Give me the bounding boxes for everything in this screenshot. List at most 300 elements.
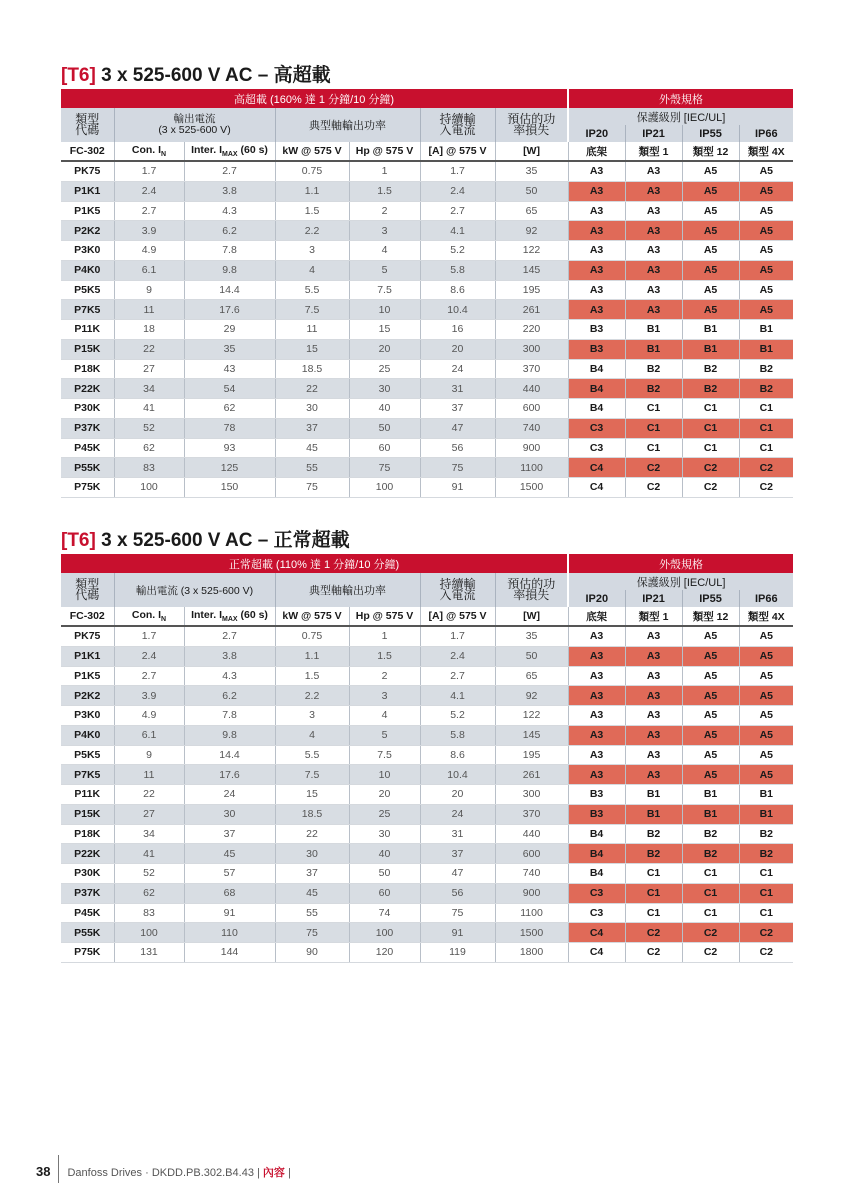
label-chassis: 底架	[568, 607, 625, 626]
cell-kw: 3	[275, 241, 349, 261]
cell-type-code: P1K5	[61, 666, 114, 686]
cell-type1: C1	[625, 438, 682, 458]
table-row	[61, 745, 793, 765]
protection-header: 保護級別 [IEC/UL]	[568, 573, 793, 590]
cell-type4x: A5	[739, 221, 793, 241]
cell-type-code: P3K0	[61, 241, 114, 261]
cell-type4x: A5	[739, 161, 793, 181]
cell-chassis: B4	[568, 379, 625, 399]
cell-type4x: C1	[739, 399, 793, 419]
cell-input-amps: 2.7	[420, 666, 495, 686]
cell-type-code: P22K	[61, 379, 114, 399]
cell-type12: C2	[682, 478, 739, 498]
cell-chassis: B3	[568, 785, 625, 805]
cell-power-loss: 92	[495, 686, 568, 706]
cell-type4x: B1	[739, 785, 793, 805]
cell-hp: 1.5	[349, 646, 420, 666]
cell-kw: 22	[275, 379, 349, 399]
cell-hp: 60	[349, 438, 420, 458]
cell-input-amps: 5.8	[420, 725, 495, 745]
label-inter-imax: Inter. $I_{MAX}$ (60 s)	[184, 607, 275, 626]
cell-type-code: P22K	[61, 844, 114, 864]
cell-power-loss: 195	[495, 745, 568, 765]
label-hp: Hp @ 575 V	[349, 142, 420, 161]
cell-type4x: B1	[739, 339, 793, 359]
contents-link[interactable]: 內容	[262, 1166, 285, 1179]
cell-power-loss: 35	[495, 161, 568, 181]
cell-type4x: C1	[739, 418, 793, 438]
cell-con-in: 27	[114, 804, 184, 824]
table-row	[61, 280, 793, 300]
table-row	[61, 686, 793, 706]
cell-type-code: P18K	[61, 359, 114, 379]
cell-chassis: A3	[568, 300, 625, 320]
cell-type12: A5	[682, 241, 739, 261]
cell-type4x: A5	[739, 260, 793, 280]
cell-inter-imax: 17.6	[184, 300, 275, 320]
cell-power-loss: 1100	[495, 903, 568, 923]
title-code: [T6]	[61, 65, 96, 86]
cell-type1: A3	[625, 686, 682, 706]
table-row	[61, 399, 793, 419]
cell-con-in: 11	[114, 300, 184, 320]
cell-type1: A3	[625, 241, 682, 261]
label-inter-imax: Inter. $I_{MAX}$ (60 s)	[184, 142, 275, 161]
cell-input-amps: 47	[420, 864, 495, 884]
table-row	[61, 161, 793, 181]
cell-type4x: A5	[739, 201, 793, 221]
cell-type-code: P4K0	[61, 260, 114, 280]
table-row	[61, 765, 793, 785]
cell-type-code: PK75	[61, 161, 114, 181]
cell-type-code: P15K	[61, 804, 114, 824]
cell-type12: B1	[682, 339, 739, 359]
table-row	[61, 725, 793, 745]
table-row	[61, 260, 793, 280]
cell-inter-imax: 110	[184, 923, 275, 943]
cell-con-in: 18	[114, 320, 184, 340]
cell-inter-imax: 30	[184, 804, 275, 824]
cell-hp: 1.5	[349, 181, 420, 201]
cell-inter-imax: 29	[184, 320, 275, 340]
ip20-label: IP20	[568, 590, 625, 607]
cell-hp: 3	[349, 686, 420, 706]
table-row	[61, 864, 793, 884]
table-row	[61, 201, 793, 221]
cell-con-in: 9	[114, 280, 184, 300]
enclosure-header: 外殼規格	[568, 89, 793, 108]
footer-tail: |	[284, 1166, 291, 1179]
cell-type1: C2	[625, 478, 682, 498]
cell-chassis: A3	[568, 745, 625, 765]
cell-type-code: P15K	[61, 339, 114, 359]
high-overload-rows	[61, 161, 793, 497]
cell-input-amps: 24	[420, 804, 495, 824]
cell-con-in: 4.9	[114, 706, 184, 726]
cell-hp: 40	[349, 399, 420, 419]
cell-kw: 2.2	[275, 221, 349, 241]
cell-type4x: C1	[739, 883, 793, 903]
col-power-loss: 預估的功 率損失	[495, 108, 568, 142]
cell-type-code: PK75	[61, 626, 114, 646]
cell-input-amps: 10.4	[420, 765, 495, 785]
cell-con-in: 4.9	[114, 241, 184, 261]
cell-type4x: B2	[739, 359, 793, 379]
col-power-loss: 預估的功 率損失	[495, 573, 568, 607]
cell-power-loss: 900	[495, 438, 568, 458]
cell-type1: A3	[625, 725, 682, 745]
cell-power-loss: 50	[495, 181, 568, 201]
label-type1: 類型 1	[625, 142, 682, 161]
cell-input-amps: 2.4	[420, 181, 495, 201]
page-number: 38	[36, 1163, 51, 1179]
cell-type4x: A5	[739, 626, 793, 646]
cell-type1: A3	[625, 161, 682, 181]
cell-kw: 15	[275, 339, 349, 359]
cell-kw: 30	[275, 844, 349, 864]
cell-type1: A3	[625, 201, 682, 221]
label-kw: kW @ 575 V	[275, 607, 349, 626]
cell-type12: A5	[682, 686, 739, 706]
cell-power-loss: 65	[495, 666, 568, 686]
cell-con-in: 1.7	[114, 626, 184, 646]
cell-type-code: P1K5	[61, 201, 114, 221]
cell-type1: A3	[625, 300, 682, 320]
cell-type12: A5	[682, 181, 739, 201]
cell-type4x: A5	[739, 765, 793, 785]
cell-power-loss: 220	[495, 320, 568, 340]
label-type4x: 類型 4X	[739, 607, 793, 626]
cell-type-code: P30K	[61, 864, 114, 884]
cell-input-amps: 10.4	[420, 300, 495, 320]
cell-chassis: B3	[568, 339, 625, 359]
cell-input-amps: 119	[420, 943, 495, 963]
cell-kw: 7.5	[275, 300, 349, 320]
group-header: 高超載 (160% 達 1 分鐘/10 分鐘)	[61, 89, 568, 108]
cell-kw: 1.1	[275, 646, 349, 666]
cell-con-in: 2.7	[114, 201, 184, 221]
cell-con-in: 2.4	[114, 181, 184, 201]
normal-overload-table	[61, 554, 793, 963]
cell-input-amps: 91	[420, 478, 495, 498]
cell-type12: C1	[682, 883, 739, 903]
cell-inter-imax: 6.2	[184, 221, 275, 241]
cell-con-in: 34	[114, 824, 184, 844]
cell-type4x: B2	[739, 824, 793, 844]
cell-type12: A5	[682, 260, 739, 280]
cell-con-in: 41	[114, 399, 184, 419]
cell-input-amps: 1.7	[420, 626, 495, 646]
cell-input-amps: 47	[420, 418, 495, 438]
cell-type-code: P5K5	[61, 745, 114, 765]
high-overload-table	[61, 89, 793, 498]
cell-chassis: C3	[568, 418, 625, 438]
cell-hp: 15	[349, 320, 420, 340]
cell-con-in: 22	[114, 785, 184, 805]
cell-inter-imax: 43	[184, 359, 275, 379]
cell-chassis: C4	[568, 923, 625, 943]
cell-input-amps: 56	[420, 438, 495, 458]
cell-chassis: B4	[568, 399, 625, 419]
cell-input-amps: 24	[420, 359, 495, 379]
cell-type-code: P30K	[61, 399, 114, 419]
cell-kw: 0.75	[275, 626, 349, 646]
cell-type-code: P4K0	[61, 725, 114, 745]
cell-power-loss: 740	[495, 418, 568, 438]
cell-hp: 5	[349, 725, 420, 745]
cell-hp: 40	[349, 844, 420, 864]
cell-input-amps: 31	[420, 379, 495, 399]
label-amps: [A] @ 575 V	[420, 142, 495, 161]
cell-con-in: 11	[114, 765, 184, 785]
cell-input-amps: 2.4	[420, 646, 495, 666]
cell-hp: 50	[349, 864, 420, 884]
cell-chassis: A3	[568, 686, 625, 706]
cell-power-loss: 92	[495, 221, 568, 241]
col-output-current: 輸出電流 (3 x 525-600 V)	[114, 573, 275, 607]
cell-type12: B2	[682, 844, 739, 864]
cell-con-in: 100	[114, 478, 184, 498]
cell-type12: C2	[682, 943, 739, 963]
cell-input-amps: 20	[420, 785, 495, 805]
cell-type12: B1	[682, 804, 739, 824]
cell-inter-imax: 7.8	[184, 706, 275, 726]
cell-type1: B2	[625, 359, 682, 379]
cell-hp: 1	[349, 626, 420, 646]
cell-hp: 75	[349, 458, 420, 478]
label-con-in: Con. $I_N$	[114, 607, 184, 626]
cell-type1: C1	[625, 903, 682, 923]
cell-type4x: A5	[739, 686, 793, 706]
cell-chassis: A3	[568, 260, 625, 280]
cell-type1: A3	[625, 706, 682, 726]
cell-kw: 37	[275, 864, 349, 884]
cell-inter-imax: 93	[184, 438, 275, 458]
table-row	[61, 804, 793, 824]
cell-power-loss: 1100	[495, 458, 568, 478]
cell-type4x: A5	[739, 280, 793, 300]
ip55-label: IP55	[682, 125, 739, 142]
cell-type1: C1	[625, 418, 682, 438]
cell-kw: 55	[275, 458, 349, 478]
cell-type1: A3	[625, 646, 682, 666]
cell-type1: C2	[625, 923, 682, 943]
label-con-in: Con. $I_N$	[114, 142, 184, 161]
cell-type4x: A5	[739, 745, 793, 765]
cell-type4x: A5	[739, 181, 793, 201]
cell-hp: 20	[349, 339, 420, 359]
col-type-code: 類型 代碼	[61, 108, 114, 142]
cell-type12: A5	[682, 725, 739, 745]
cell-type12: C2	[682, 923, 739, 943]
cell-hp: 60	[349, 883, 420, 903]
cell-type12: C1	[682, 399, 739, 419]
cell-power-loss: 65	[495, 201, 568, 221]
table-row	[61, 706, 793, 726]
cell-kw: 55	[275, 903, 349, 923]
cell-hp: 2	[349, 201, 420, 221]
col-shaft-power: 典型軸輸出功率	[275, 573, 420, 607]
cell-power-loss: 1500	[495, 923, 568, 943]
table-row	[61, 438, 793, 458]
cell-hp: 5	[349, 260, 420, 280]
cell-type1: B2	[625, 824, 682, 844]
cell-con-in: 1.7	[114, 161, 184, 181]
cell-input-amps: 37	[420, 399, 495, 419]
cell-type12: A5	[682, 706, 739, 726]
cell-hp: 100	[349, 923, 420, 943]
cell-type4x: B2	[739, 379, 793, 399]
table-row	[61, 626, 793, 646]
cell-inter-imax: 54	[184, 379, 275, 399]
cell-hp: 10	[349, 765, 420, 785]
cell-power-loss: 1800	[495, 943, 568, 963]
cell-chassis: C4	[568, 943, 625, 963]
cell-con-in: 2.4	[114, 646, 184, 666]
cell-input-amps: 16	[420, 320, 495, 340]
cell-inter-imax: 57	[184, 864, 275, 884]
cell-power-loss: 600	[495, 399, 568, 419]
cell-type12: B2	[682, 824, 739, 844]
cell-inter-imax: 14.4	[184, 745, 275, 765]
cell-hp: 10	[349, 300, 420, 320]
cell-inter-imax: 37	[184, 824, 275, 844]
cell-hp: 4	[349, 706, 420, 726]
cell-inter-imax: 3.8	[184, 646, 275, 666]
cell-inter-imax: 68	[184, 883, 275, 903]
cell-type12: B2	[682, 379, 739, 399]
cell-type1: A3	[625, 666, 682, 686]
cell-con-in: 3.9	[114, 686, 184, 706]
cell-chassis: B4	[568, 359, 625, 379]
cell-chassis: B4	[568, 824, 625, 844]
ip66-label: IP66	[739, 125, 793, 142]
cell-type12: B2	[682, 359, 739, 379]
col-output-current: 輸出電流 (3 x 525-600 V)	[114, 108, 275, 142]
cell-hp: 30	[349, 824, 420, 844]
cell-chassis: C3	[568, 903, 625, 923]
cell-chassis: B4	[568, 864, 625, 884]
cell-con-in: 6.1	[114, 260, 184, 280]
cell-type12: A5	[682, 161, 739, 181]
ip55-label: IP55	[682, 590, 739, 607]
cell-type-code: P2K2	[61, 686, 114, 706]
cell-type12: B1	[682, 785, 739, 805]
cell-power-loss: 50	[495, 646, 568, 666]
cell-con-in: 9	[114, 745, 184, 765]
cell-hp: 1	[349, 161, 420, 181]
cell-inter-imax: 4.3	[184, 666, 275, 686]
cell-inter-imax: 4.3	[184, 201, 275, 221]
ip66-label: IP66	[739, 590, 793, 607]
cell-kw: 1.5	[275, 666, 349, 686]
cell-type12: C2	[682, 458, 739, 478]
cell-type-code: P7K5	[61, 765, 114, 785]
label-type4x: 類型 4X	[739, 142, 793, 161]
cell-type4x: C2	[739, 923, 793, 943]
cell-hp: 20	[349, 785, 420, 805]
cell-type12: A5	[682, 765, 739, 785]
cell-con-in: 3.9	[114, 221, 184, 241]
cell-inter-imax: 150	[184, 478, 275, 498]
cell-type-code: P75K	[61, 478, 114, 498]
cell-type-code: P75K	[61, 943, 114, 963]
cell-type1: A3	[625, 626, 682, 646]
cell-inter-imax: 144	[184, 943, 275, 963]
cell-type1: B2	[625, 379, 682, 399]
cell-input-amps: 5.8	[420, 260, 495, 280]
label-amps: [A] @ 575 V	[420, 607, 495, 626]
cell-inter-imax: 78	[184, 418, 275, 438]
normal-overload-rows	[61, 626, 793, 962]
cell-inter-imax: 17.6	[184, 765, 275, 785]
ip20-label: IP20	[568, 125, 625, 142]
cell-input-amps: 5.2	[420, 241, 495, 261]
cell-power-loss: 300	[495, 785, 568, 805]
label-type12: 類型 12	[682, 142, 739, 161]
cell-con-in: 22	[114, 339, 184, 359]
cell-kw: 1.5	[275, 201, 349, 221]
cell-inter-imax: 24	[184, 785, 275, 805]
title-code: [T6]	[61, 530, 96, 551]
cell-type-code: P1K1	[61, 646, 114, 666]
cell-type12: B1	[682, 320, 739, 340]
table-row	[61, 359, 793, 379]
cell-type-code: P55K	[61, 923, 114, 943]
cell-con-in: 100	[114, 923, 184, 943]
cell-kw: 7.5	[275, 765, 349, 785]
table-row	[61, 883, 793, 903]
cell-chassis: A3	[568, 201, 625, 221]
cell-inter-imax: 3.8	[184, 181, 275, 201]
cell-type-code: P11K	[61, 320, 114, 340]
table-row	[61, 646, 793, 666]
cell-type1: A3	[625, 221, 682, 241]
cell-input-amps: 75	[420, 458, 495, 478]
cell-type4x: B1	[739, 804, 793, 824]
cell-kw: 37	[275, 418, 349, 438]
group-header: 正常超載 (110% 達 1 分鐘/10 分鐘)	[61, 554, 568, 573]
cell-type12: C1	[682, 418, 739, 438]
cell-type1: C1	[625, 883, 682, 903]
cell-type4x: C1	[739, 864, 793, 884]
cell-power-loss: 261	[495, 765, 568, 785]
cell-type4x: B1	[739, 320, 793, 340]
cell-hp: 7.5	[349, 280, 420, 300]
cell-type12: A5	[682, 745, 739, 765]
cell-type-code: P37K	[61, 418, 114, 438]
label-fc302: FC-302	[61, 607, 114, 626]
ip21-label: IP21	[625, 590, 682, 607]
cell-chassis: C3	[568, 438, 625, 458]
cell-power-loss: 440	[495, 379, 568, 399]
cell-con-in: 27	[114, 359, 184, 379]
cell-chassis: A3	[568, 666, 625, 686]
cell-chassis: A3	[568, 280, 625, 300]
cell-kw: 15	[275, 785, 349, 805]
cell-kw: 45	[275, 438, 349, 458]
cell-power-loss: 1500	[495, 478, 568, 498]
cell-kw: 45	[275, 883, 349, 903]
cell-type1: A3	[625, 280, 682, 300]
cell-hp: 120	[349, 943, 420, 963]
table-row	[61, 221, 793, 241]
cell-chassis: A3	[568, 725, 625, 745]
cell-type-code: P37K	[61, 883, 114, 903]
title-text: 3 x 525-600 V AC – 高超載	[95, 65, 331, 86]
cell-type4x: C2	[739, 943, 793, 963]
cell-con-in: 52	[114, 864, 184, 884]
